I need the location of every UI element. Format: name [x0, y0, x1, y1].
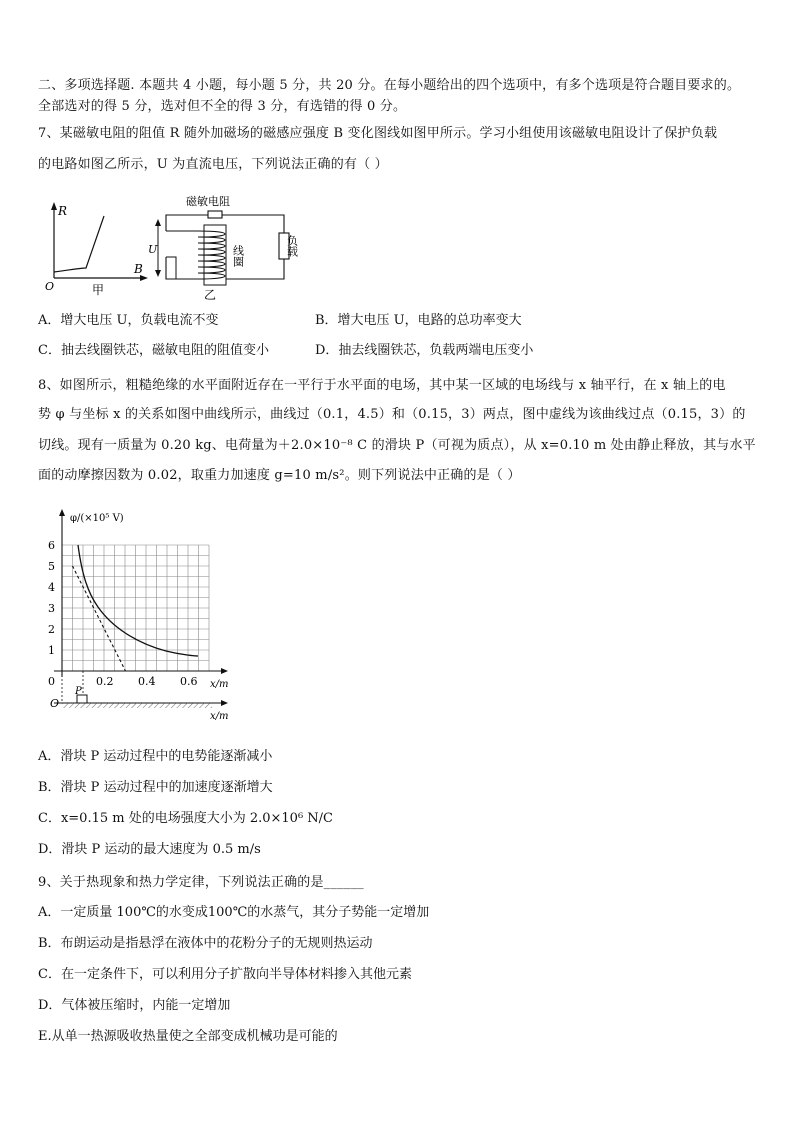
- q8-block-label: P: [75, 686, 82, 697]
- yi-coil-label: 线圈: [231, 245, 245, 267]
- q8-stem-line3: 切线。现有一质量为 0.20 kg、电荷量为＋2.0×10⁻⁸ C 的滑块 P（可视为质点），从 x=0.10 m 处由静止释放，其与水平: [38, 438, 756, 453]
- q8-y-tick: 4: [48, 581, 55, 594]
- jia-caption: 甲: [92, 283, 105, 297]
- q7-option-a: A．增大电压 U，负载电流不变: [38, 313, 219, 328]
- jia-curve: [54, 216, 104, 272]
- q8-x-tick: 0.6: [180, 675, 198, 688]
- magnetoresistor-symbol: [208, 211, 222, 218]
- q8-stem-line4: 面的动摩擦因数为 0.02，取重力加速度 g=10 m/s²。则下列说法中正确的是（ ）: [38, 468, 521, 483]
- yi-voltage-label: U: [148, 243, 158, 256]
- yi-load-label: 负载: [285, 235, 299, 257]
- q7-stem-line2: 的电路如图乙所示，U 为直流电压，下列说法正确的有（ ）: [38, 157, 388, 172]
- jia-y-arrow: [51, 202, 57, 210]
- jia-x-label: B: [134, 262, 143, 276]
- q8-x-label-ground: x/m: [210, 711, 229, 722]
- q8-x-tick: 0.2: [96, 675, 114, 688]
- section-header-line1: 二、多项选择题. 本题共 4 小题，每小题 5 分，共 20 分。在每小题给出的四个选项中，有多个选项是符合题目要求的。: [38, 78, 741, 93]
- q9-option-b: B．布朗运动是指悬浮在液体中的花粉分子的无规则热运动: [38, 936, 373, 951]
- q9-option-a: A．一定质量 100℃的水变成100℃的水蒸气，其分子势能一定增加: [38, 905, 430, 920]
- q8-stem-line2: 势 φ 与坐标 x 的关系如图中曲线所示，曲线过（0.1，4.5）和（0.15，3）两点，图中虚线为该曲线过点（0.15，3）的: [38, 407, 746, 422]
- q9-stem: 9、关于热现象和热力学定律，下列说法正确的是______: [38, 875, 364, 890]
- q7-figure-yi: [148, 193, 308, 303]
- jia-y-label: R: [58, 204, 68, 218]
- q8-y-tick: 1: [48, 644, 55, 657]
- q8-option-b: B．滑块 P 运动过程中的加速度逐渐增大: [38, 780, 273, 795]
- q7-option-d: D．抽去线圈铁芯，负载两端电压变小: [315, 343, 534, 358]
- section-header-line2: 全部选对的得 5 分，选对但不全的得 3 分，有选错的得 0 分。: [38, 99, 407, 114]
- q8-y-tick: 3: [48, 602, 55, 615]
- q8-x-tick: 0.4: [138, 675, 156, 688]
- q8-y-tick: 6: [48, 539, 55, 552]
- yi-caption: 乙: [204, 288, 217, 302]
- q8-option-d: D．滑块 P 运动的最大速度为 0.5 m/s: [38, 842, 261, 857]
- q7-figure-jia: [40, 198, 150, 300]
- q8-option-c: C．x=0.15 m 处的电场强度大小为 2.0×10⁶ N/C: [38, 811, 333, 826]
- q8-stem-line1: 8、如图所示，粗糙绝缘的水平面附近存在一平行于水平面的电场，其中某一区域的电场线与 x 轴平行，在 x 轴上的电: [38, 378, 726, 393]
- q9-option-e: E.从单一热源吸收热量使之全部变成机械功是可能的: [38, 1029, 338, 1044]
- q8-option-a: A．滑块 P 运动过程中的电势能逐渐减小: [38, 749, 273, 764]
- q8-origin2-label: O: [50, 697, 60, 710]
- q8-x-label: x/m: [210, 679, 229, 690]
- q8-grid: [62, 545, 209, 671]
- q9-option-d: D．气体被压缩时，内能一定增加: [38, 998, 231, 1013]
- q8-y-tick: 5: [48, 560, 55, 573]
- q7-stem-line1: 7、某磁敏电阻的阻值 R 随外加磁场的磁感应强度 B 变化图线如图甲所示。学习小组使用该磁敏电阻设计了保护负载: [38, 126, 718, 141]
- yi-resistor-label: 磁敏电阻: [186, 195, 230, 208]
- q9-option-c: C．在一定条件下，可以利用分子扩散向半导体材料掺入其他元素: [38, 967, 412, 982]
- q7-option-b: B．增大电压 U，电路的总功率变大: [315, 313, 522, 328]
- q8-y-label: φ/(×10⁵ V): [70, 513, 124, 524]
- q8-graph: [40, 505, 250, 727]
- q8-y-tick: 2: [48, 623, 55, 636]
- q8-origin-label: 0: [48, 675, 55, 688]
- jia-origin: O: [45, 280, 55, 293]
- q7-option-c: C．抽去线圈铁芯，磁敏电阻的阻值变小: [38, 343, 269, 358]
